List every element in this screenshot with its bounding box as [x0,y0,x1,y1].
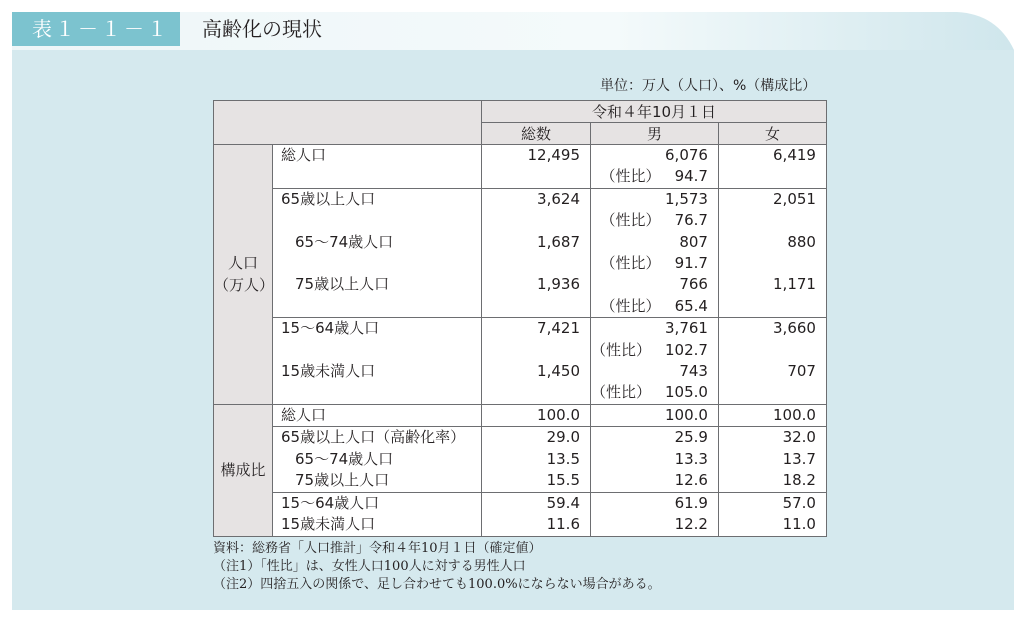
cell-65-plus-male: 1,573 （性比） 76.7 807 （性比） 91.7 766 （性比） 65.4 [591,188,719,317]
footnote-2: （注2）四捨五入の関係で、足し合わせても100.0%にならない場合がある。 [213,577,661,592]
comp-cell-15-64-female: 57.0 11.0 [718,492,826,536]
cell-65-plus-total: 3,624 1,687 1,936 [482,188,591,317]
comp-row-label-65-plus: 65歳以上人口（高齢化率） 65～74歳人口 75歳以上人口 [273,427,482,493]
footnote-1: （注1）「性比」は、女性人口100人に対する男性人口 [213,559,526,574]
column-header-total: 総数 [482,123,591,145]
comp-cell-65-plus-total: 29.0 13.5 15.5 [482,427,591,493]
page-title: 高齢化の現状 [202,17,322,41]
sex-ratio-label: （性比） [600,167,661,186]
unit-note: 単位：万人（人口）、%（構成比） [600,78,817,94]
population-group-label-line2: （万人） [214,276,275,295]
source-notes [213,540,661,594]
population-table [213,100,827,537]
row-label-65-74: 65～74歳人口 [295,232,394,251]
comp-cell-65-plus-female: 32.0 13.7 18.2 [718,427,826,493]
cell-total-population-male: 6,076 （性比） 94.7 [591,145,719,189]
source-note: 資料：総務省「人口推計」令和４年10月１日（確定値） [213,541,542,556]
column-header-male: 男 [591,123,719,145]
comp-cell-65-plus-male: 25.9 13.3 12.6 [591,427,719,493]
population-group-label-line1: 人口 [227,254,258,273]
corner-header-cell [214,101,482,145]
comp-cell-15-64-male: 61.9 12.2 [591,492,719,536]
cell-65-plus-female: 2,051 880 1,171 [718,188,826,317]
cell-total-population-total: 12,495 [482,145,591,189]
comp-row-label-total: 総人口 [273,404,482,427]
cell-15-64-female: 3,660 707 [718,318,826,405]
table-number-badge: 表１－１－１ [12,12,180,46]
row-label-under-15: 15歳未満人口 [281,361,376,380]
date-header: 令和４年10月１日 [482,101,827,123]
comp-cell-total-female: 100.0 [718,404,826,427]
row-label-15-64: 15～64歳人口 15歳未満人口 [273,318,482,405]
row-label-75-plus: 75歳以上人口 [295,275,390,294]
cell-total-population-female: 6,419 [718,145,826,189]
cell-15-64-male: 3,761 （性比） 102.7 743 （性比） 105.0 [591,318,719,405]
row-label-65-plus: 65歳以上人口 65～74歳人口 75歳以上人口 [273,188,482,317]
column-header-female: 女 [718,123,826,145]
comp-row-label-15-64: 15～64歳人口 15歳未満人口 [273,492,482,536]
cell-15-64-total: 7,421 1,450 [482,318,591,405]
comp-cell-total-male: 100.0 [591,404,719,427]
sex-ratio-value: 94.7 [674,167,708,186]
composition-group-label: 構成比 [214,404,273,536]
comp-cell-15-64-total: 59.4 11.6 [482,492,591,536]
comp-cell-total-total: 100.0 [482,404,591,427]
row-label-total-population: 総人口 [273,145,482,189]
population-group-label [214,145,273,405]
